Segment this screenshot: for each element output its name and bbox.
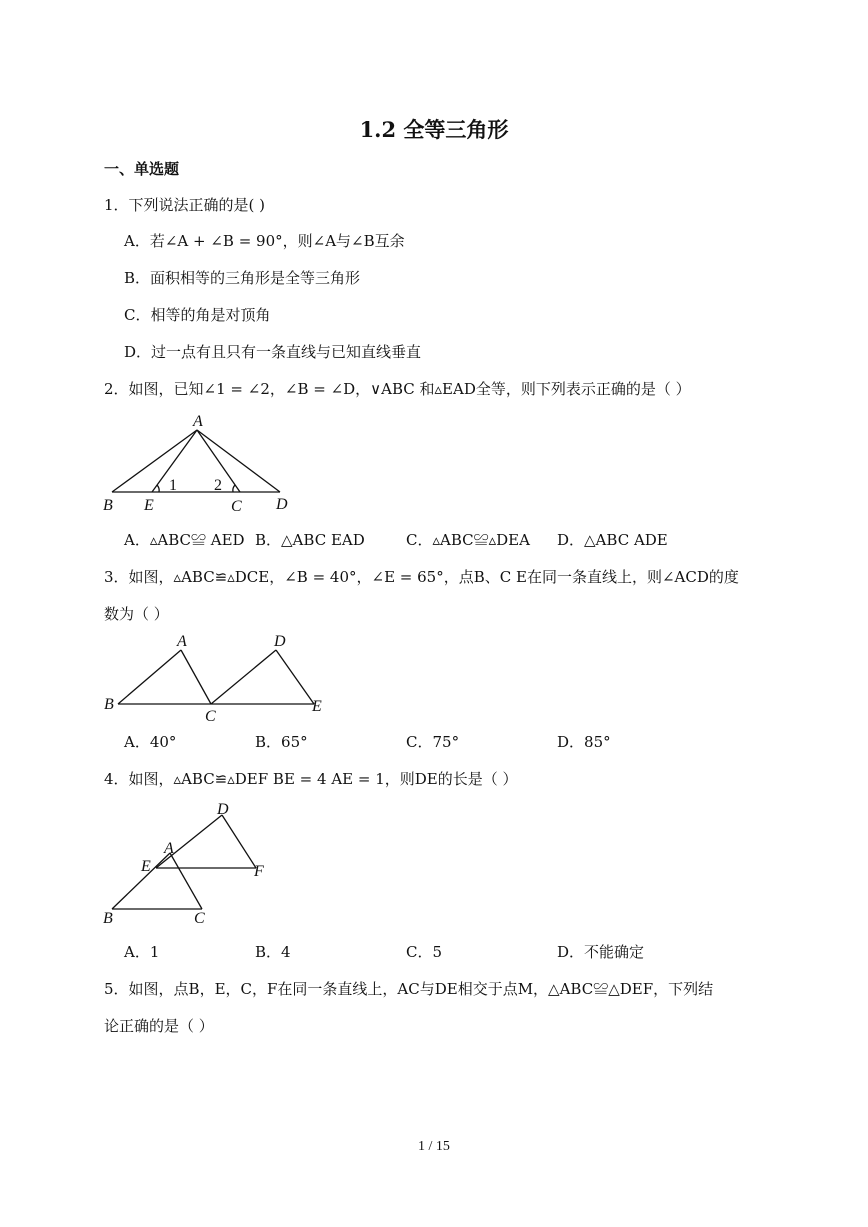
q1-option-b: B．面积相等的三角形是全等三角形	[124, 269, 361, 287]
q2-figure	[100, 408, 300, 518]
q3-label-a: A	[177, 633, 187, 650]
q3-option-a: A．40°	[124, 733, 177, 751]
q4-label-e: E	[141, 858, 151, 875]
page-number: 1 / 15	[418, 1139, 450, 1154]
q4-label-b: B	[103, 910, 113, 927]
page-title: 1.2 全等三角形	[359, 117, 509, 142]
q4-option-c: C．5	[406, 943, 443, 961]
q4-stem: 4．如图，▵ABC≌▵DEF BE = 4 AE = 1，则DE的长是（ ）	[104, 770, 518, 788]
q2-angle-1-arc	[157, 485, 159, 492]
section-heading: 一、单选题	[104, 160, 180, 178]
q4-label-a: A	[164, 840, 174, 857]
q2-stem: 2．如图，已知∠1 = ∠2，∠B = ∠D，∨ABC 和▵EAD全等，则下列表示正确的是（ ）	[104, 380, 691, 398]
q3-option-b: B．65°	[255, 733, 308, 751]
q3-line-ac	[181, 650, 211, 704]
q4-label-f: F	[254, 863, 264, 880]
q2-label-b: B	[103, 497, 113, 514]
q4-option-d: D．不能确定	[557, 943, 645, 961]
q2-line-ab	[112, 430, 197, 492]
q4-label-d: D	[217, 801, 229, 818]
q3-line-cd	[211, 650, 276, 704]
q4-option-b: B．4	[255, 943, 291, 961]
q2-option-d: D．△ABC ADE	[557, 531, 668, 549]
q4-figure	[98, 796, 278, 931]
q3-line-ab	[118, 650, 181, 704]
q2-option-b: B．△ABC EAD	[255, 531, 365, 549]
q3-stem-line2: 数为（ ）	[104, 605, 169, 623]
q2-option-c: C．▵ABC≌▵DEA	[406, 531, 530, 549]
q5-stem-line1: 5．如图，点B，E，C，F在同一条直线上，AC与DE相交于点M，△ABC≌△DEF，下列结	[104, 980, 714, 998]
q3-line-de	[276, 650, 314, 704]
q3-label-c: C	[205, 708, 216, 725]
q1-option-a: A．若∠A + ∠B = 90°，则∠A与∠B互余	[124, 232, 405, 250]
q3-option-c: C．75°	[406, 733, 460, 751]
q2-label-d: D	[276, 496, 288, 513]
q4-label-c: C	[194, 910, 205, 927]
q2-label-a: A	[193, 413, 203, 430]
q1-option-d: D．过一点有且只有一条直线与已知直线垂直	[124, 343, 422, 361]
q2-line-ad	[197, 430, 280, 492]
q3-label-d: D	[274, 633, 286, 650]
q1-option-c: C．相等的角是对顶角	[124, 306, 271, 324]
q4-line-df	[222, 815, 256, 868]
q3-figure	[100, 628, 340, 728]
q3-option-d: D．85°	[557, 733, 611, 751]
q3-label-b: B	[104, 696, 114, 713]
q2-label-angle-2: 2	[214, 477, 222, 494]
q3-stem-line1: 3．如图，▵ABC≌▵DCE，∠B = 40°，∠E = 65°，点B、C E在同一条直线上，则∠ACD的度	[104, 568, 739, 586]
q5-stem-line2: 论正确的是（ ）	[104, 1017, 214, 1035]
q1-stem: 1．下列说法正确的是( )	[104, 196, 266, 214]
q2-option-a: A．▵ABC≌ AED	[124, 531, 245, 549]
q2-label-c: C	[231, 498, 242, 515]
q2-label-angle-1: 1	[169, 477, 177, 494]
q2-angle-2-arc	[233, 485, 235, 492]
q4-line-ac	[170, 853, 202, 909]
q2-label-e: E	[144, 497, 154, 514]
q4-option-a: A．1	[124, 943, 160, 961]
q3-label-e: E	[312, 698, 322, 715]
